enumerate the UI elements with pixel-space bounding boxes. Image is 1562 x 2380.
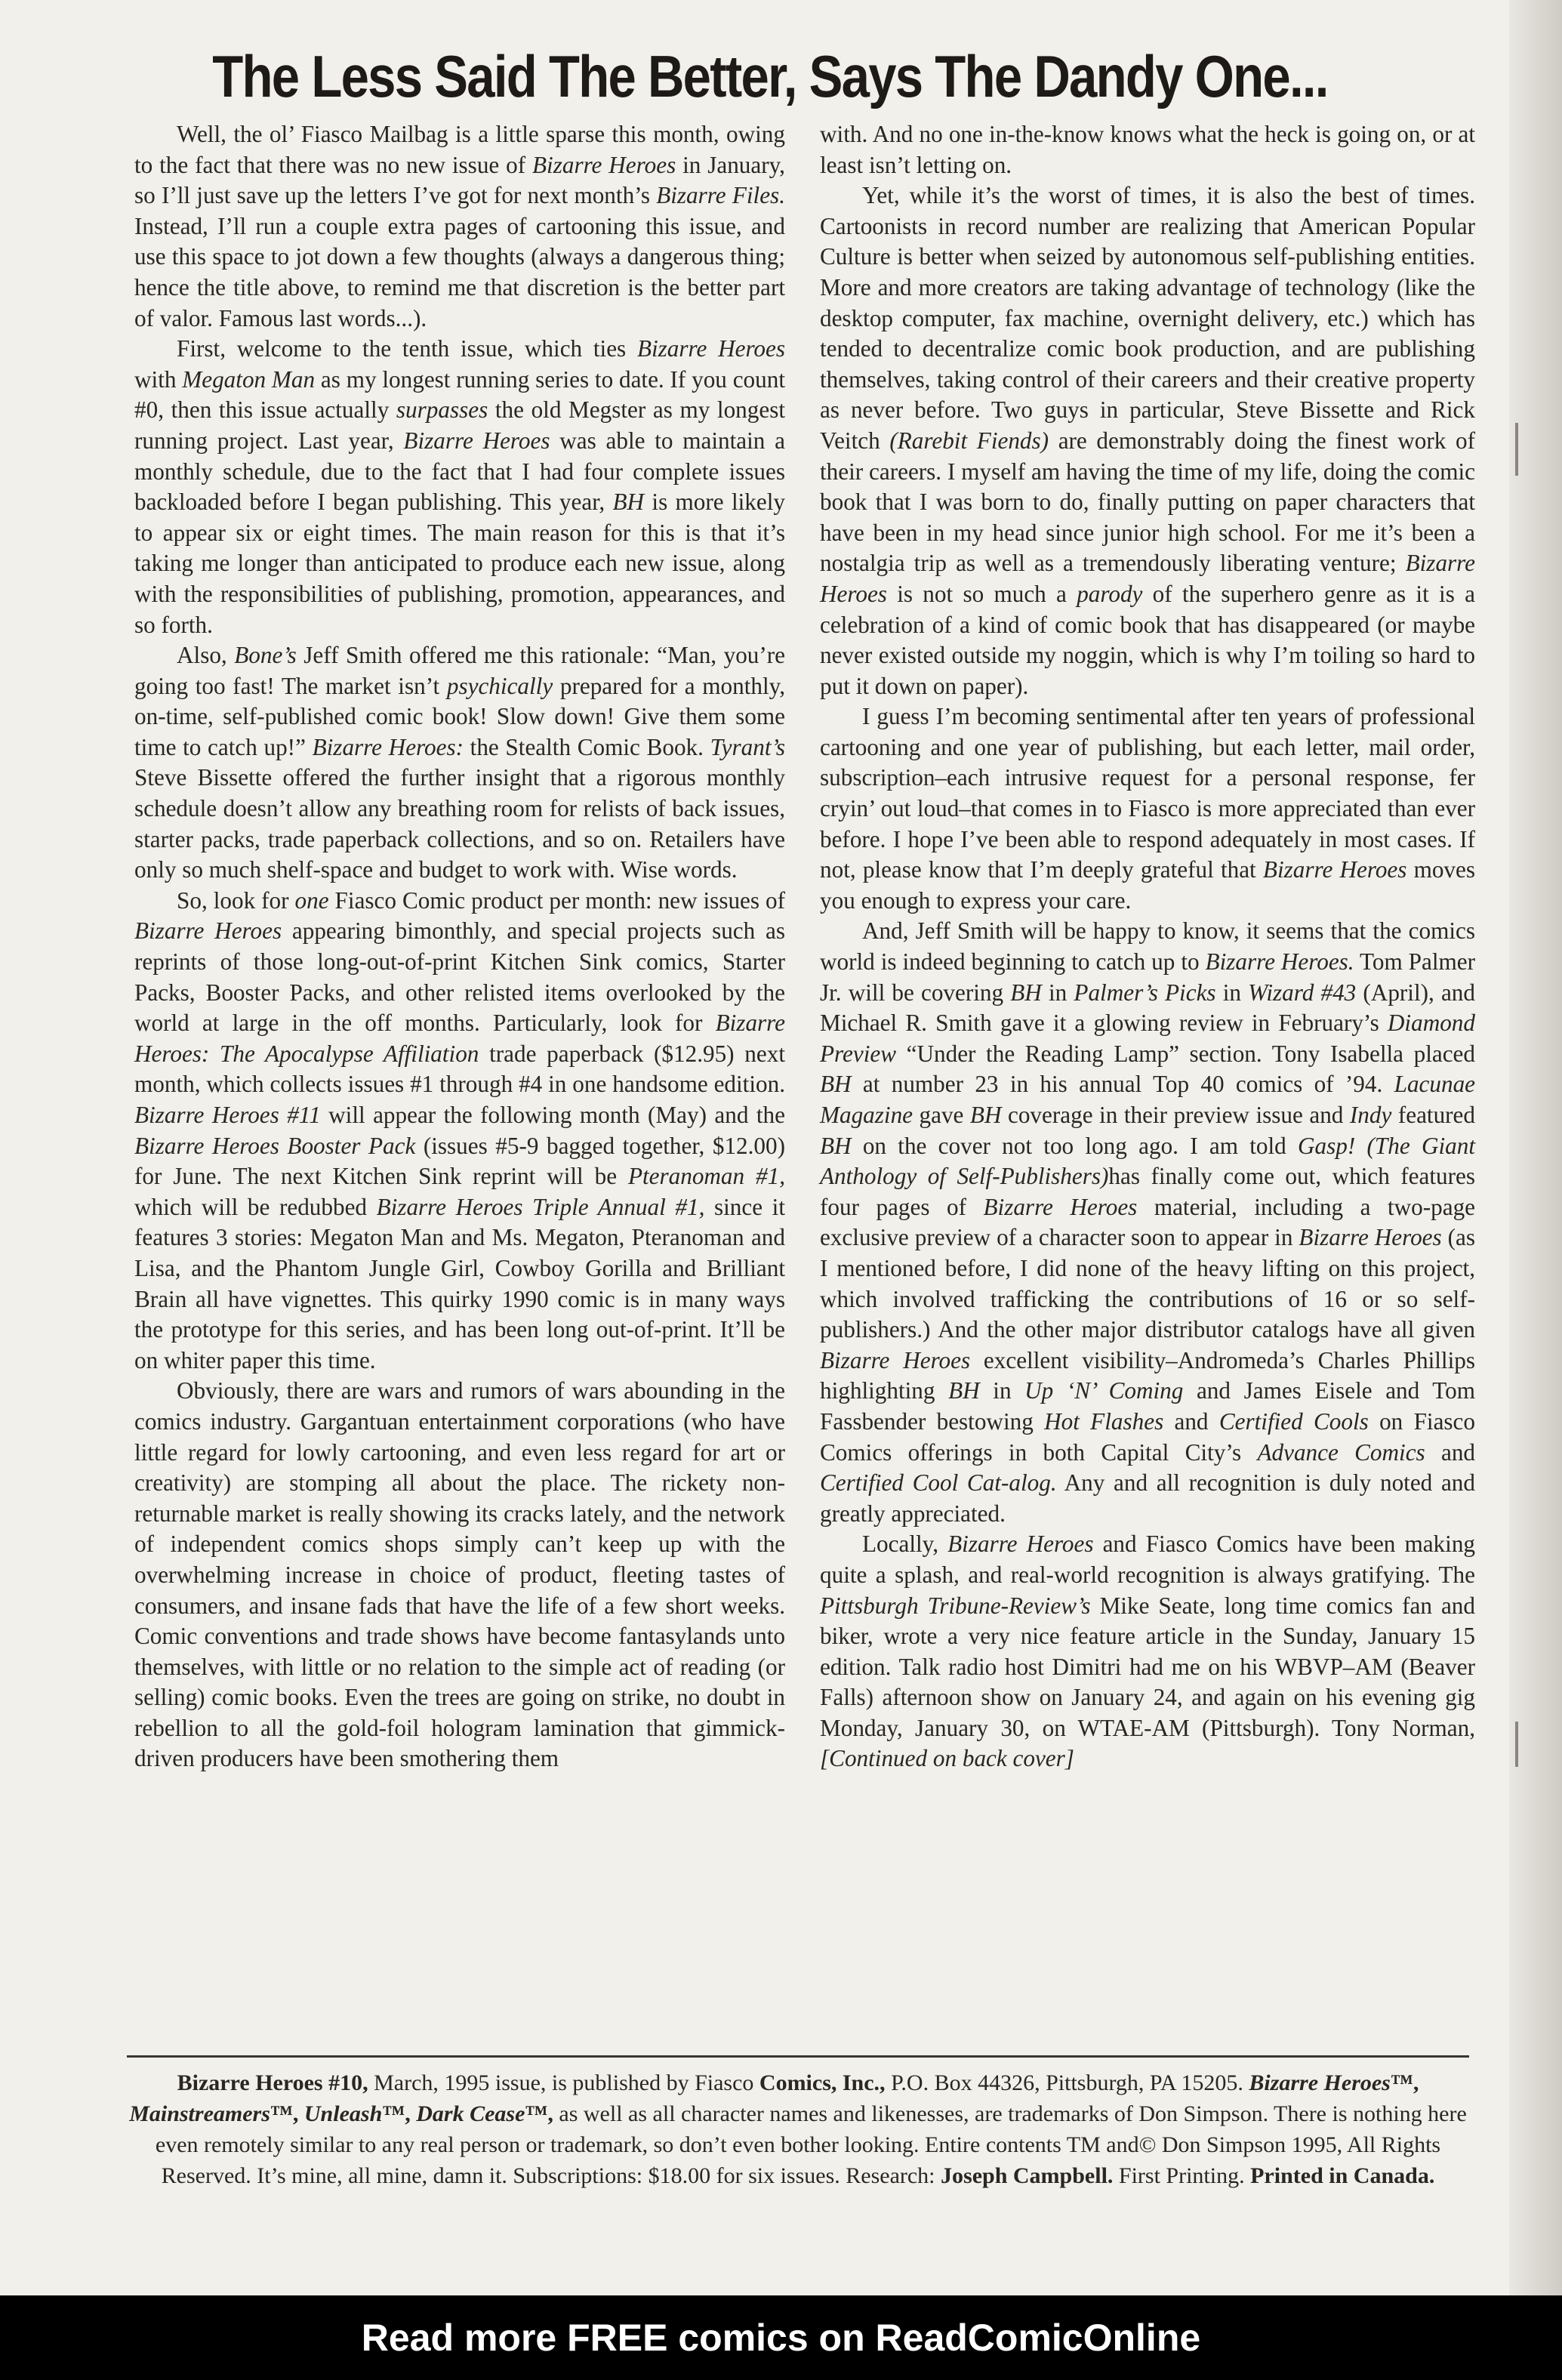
- article-paragraph: So, look for one Fiasco Comic product per month: new issues of Bizarre Heroes appearing bimonthly, and special projects such as reprints of those long-out-of-print Kitchen Sink comics, Starter Packs, Booster Packs, and other relisted items overlooked by the world at large in the off months. Particularly, look for Bizarre Heroes: The Apocalypse Affiliation trade paperback ($12.95) next month, which collects issues #1 through #4 in one handsome edition. Bizarre Heroes #11 will appear the following month (May) and the Bizarre Heroes Booster Pack (issues #5-9 bagged together, $12.00) for June. The next Kitchen Sink reprint will be Pteranoman #1, which will be redubbed Bizarre Heroes Triple Annual #1, since it features 3 stories: Megaton Man and Ms. Megaton, Pteranoman and Lisa, and the Phantom Jungle Girl, Cowboy Gorilla and Brilliant Brain all have vignettes. This quirky 1990 comic is in many ways the prototype for this series, and has been long out-of-print. It’ll be on whiter paper this time.: [134, 886, 786, 1373]
- article-paragraph: First, welcome to the tenth issue, which ties Bizarre Heroes with Megaton Man as my longest running series to date. If you count #0, then this issue actually surpasses the old Megster as my longest running project. Last year, Bizarre Heroes was able to maintain a monthly schedule, due to the fact that I had four complete issues backloaded before I began publishing. This year, BH is more likely to appear six or eight times. The main reason for this is that it’s taking me longer than anticipated to produce each new issue, along with the responsibilities of publishing, promotion, appearances, and so forth.: [134, 335, 786, 638]
- article-paragraph: Also, Bone’s Jeff Smith offered me this rationale: “Man, you’re going too fast! The market isn’t psychically prepared for a monthly, on-time, self-published comic book! Slow down! Give them some time to catch up!” Bizarre Heroes: the Stealth Comic Book. Tyrant’s Steve Bissette offered the further insight that a rigorous monthly schedule doesn’t allow any breathing room for relists of back issues, starter packs, trade paperback collections, and so on. Retailers have only so much shelf-space and budget to work with. Wise words.: [134, 642, 785, 883]
- page-title: The Less Said The Better, Says The Dandy One...: [212, 43, 1328, 109]
- article-paragraph: I guess I’m becoming sentimental after ten years of professional cartooning and one year of publishing, but each letter, mail order, subscription–each intrusive request for a personal response, fer cryin’ out loud–that comes in to Fiasco is more appreciated than ever before. I hope I’ve been able to respond adequately in most cases. If not, please know that I’m deeply grateful that Bizarre Heroes moves you enough to express your care.: [820, 703, 1476, 914]
- page-edge: [1509, 0, 1562, 2295]
- article-paragraph: Obviously, there are wars and rumors of wars abounding in the comics industry. Gargantuan entertainment corporations (who have little regard for lowly cartooning, and even less regard for art or creativity) are stomping all about the place. The rickety non-returnable market is really showing its cracks lately, and the network of independent comics shops simply can’t keep up with the overwhelming increase in choice of product, fleeting tastes of consumers, and insane fads that have the life of a few short weeks. Comic conventions and trade shows have become fantasylands unto themselves, with little or no relation to the simple act of reading (or selling) comic books. Even the trees are going on strike, no doubt in rebellion to all the gold-foil hologram lamination that gimmick-driven producers have been smothering them: [134, 1377, 785, 1772]
- divider: [127, 2055, 1469, 2058]
- article-paragraph: Yet, while it’s the worst of times, it is also the best of times. Cartoonists in record number are realizing that American Popular Culture is better when seized by autonomous self-publishing entities. More and more creators are taking advantage of technology (like the desktop computer, fax machine, overnight delivery, etc.) which has tended to decentralize comic book production, and are publishing themselves, taking control of their careers and their creative property as never before. Two guys in particular, Steve Bissette and Rick Veitch (Rarebit Fiends) are demonstrably doing the finest work of their careers. I myself am having the time of my life, doing the comic book that I was born to do, finally putting on paper characters that have been in my head since junior high school. For me it’s been a nostalgia trip as well as a tremendously liberating venture; Bizarre Heroes is not so much a parody of the superhero genre as it is a celebration of a kind of comic book that has disappeared (or maybe never existed outside my noggin, which is why I’m toiling so hard to put it down on paper).: [820, 182, 1475, 699]
- article-paragraph: Well, the ol’ Fiasco Mailbag is a little sparse this month, owing to the fact that there was no new issue of Bizarre Heroes in January, so I’ll just save up the letters I’ve got for next month’s Bizarre Files. Instead, I’ll run a couple extra pages of cartooning this issue, and use this space to jot down a few thoughts (always a dangerous thing; hence the title above, to remind me that discretion is the better part of valor. Famous last words...).: [134, 121, 785, 331]
- article-paragraph: with. And no one in-the-know knows what the heck is going on, or at least isn’t letting on.: [820, 121, 1475, 178]
- staple-mark: [1515, 1722, 1518, 1767]
- left-column: [134, 119, 785, 1774]
- article-paragraph: Locally, Bizarre Heroes and Fiasco Comics have been making quite a splash, and real-world recognition is always gratifying. The Pittsburgh Tribune-Review’s Mike Seate, long time comics fan and biker, wrote a very nice feature article in the Sunday, January 15 edition. Talk radio host Dimitri had me on his WBVP–AM (Beaver Falls) afternoon show on January 24, and again on his evening gig Monday, January 30, on WTAE-AM (Pittsburgh). Tony Norman, [Continued on back cover]: [820, 1531, 1476, 1772]
- colophon: Bizarre Heroes #10, March, 1995 issue, is published by Fiasco Comics, Inc., P.O. Box 44326, Pittsburgh, PA 15205. Bizarre Heroes™, Mainstreamers™, Unleash™, Dark Cease™, as well as all character names and likenesses, are trademarks of Don Simpson. There is nothing here even remotely similar to any real person or trademark, so don’t even bother looking. Entire contents TM and© Don Simpson 1995, All Rights Reserved. It’s mine, all mine, damn it. Subscriptions: $18.00 for six issues. Research: Joseph Campbell. First Printing. Printed in Canada.: [129, 2070, 1467, 2188]
- staple-mark: [1515, 423, 1518, 476]
- right-column: [820, 119, 1475, 1774]
- article-paragraph: And, Jeff Smith will be happy to know, it seems that the comics world is indeed beginning to catch up to Bizarre Heroes. Tom Palmer Jr. will be covering BH in Palmer’s Picks in Wizard #43 (April), and Michael R. Smith gave it a glowing review in February’s Diamond Preview “Under the Reading Lamp” section. Tony Isabella placed BH at number 23 in his annual Top 40 comics of ’94. Lacunae Magazine gave BH coverage in their preview issue and Indy featured BH on the cover not too long ago. I am told Gasp! (The Giant Anthology of Self-Publishers)has finally come out, which features four pages of Bizarre Heroes material, including a two-page exclusive preview of a character soon to appear in Bizarre Heroes (as I mentioned before, I did none of the heavy lifting on this project, which involved trafficking the contributions of 16 or so self-publishers.) And the other major distributor catalogs have all given Bizarre Heroes excellent visibility–Andromeda’s Charles Phillips highlighting BH in Up ‘N’ Coming and James Eisele and Tom Fassbender bestowing Hot Flashes and Certified Cools on Fiasco Comics offerings in both Capital City’s Advance Comics and Certified Cool Cat-alog. Any and all recognition is duly noted and greatly appreciated.: [820, 917, 1476, 1527]
- promo-banner[interactable]: Read more FREE comics on ReadComicOnline: [0, 2295, 1562, 2380]
